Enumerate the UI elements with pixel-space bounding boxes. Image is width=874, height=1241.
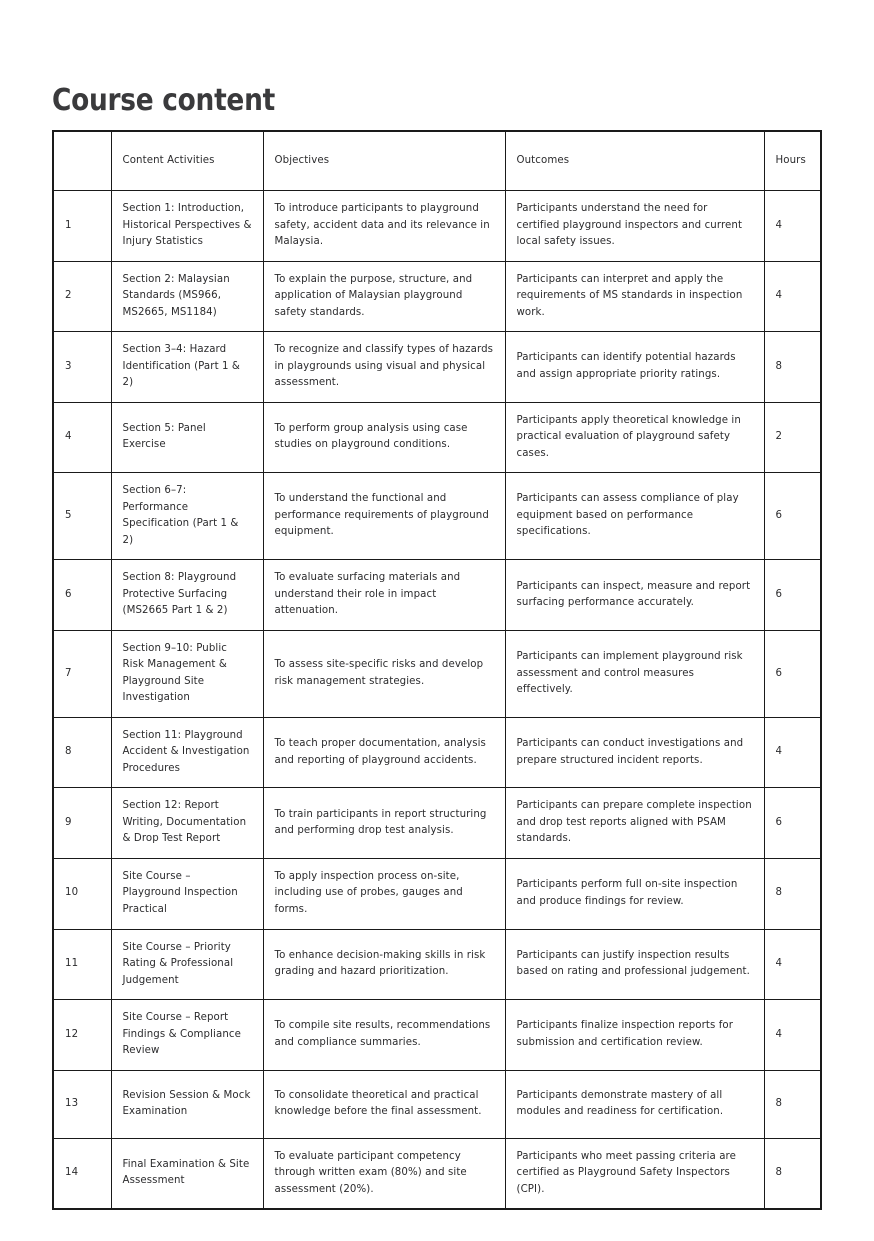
row-number: 5: [53, 473, 111, 560]
table-header: [53, 131, 821, 191]
table-row: [53, 332, 821, 403]
table-row: [53, 929, 821, 1000]
row-outcome: Participants finalize inspection reports for submission and certification review.: [505, 1000, 764, 1071]
row-outcome: Participants can implement playground risk assessment and control measures effectively.: [505, 630, 764, 717]
row-content-activity: Site Course – Priority Rating & Professional Judgement: [111, 929, 263, 1000]
row-objective: To apply inspection process on-site, including use of probes, gauges and forms.: [263, 858, 505, 929]
row-number: 4: [53, 402, 111, 473]
column-header-hours: Hours: [764, 131, 821, 191]
row-hours: 8: [764, 1070, 821, 1138]
row-number: 13: [53, 1070, 111, 1138]
column-header-objectives: Objectives: [263, 131, 505, 191]
row-outcome: Participants can identify potential hazards and assign appropriate priority ratings.: [505, 332, 764, 403]
row-hours: 4: [764, 929, 821, 1000]
table-row: [53, 261, 821, 332]
row-hours: 8: [764, 858, 821, 929]
row-outcome: Participants can justify inspection results based on rating and professional judgement.: [505, 929, 764, 1000]
row-objective: To understand the functional and performance requirements of playground equipment.: [263, 473, 505, 560]
row-number: 8: [53, 717, 111, 788]
table-row: [53, 630, 821, 717]
table-row: [53, 1070, 821, 1138]
row-content-activity: Section 1: Introduction, Historical Perspectives & Injury Statistics: [111, 191, 263, 262]
row-outcome: Participants understand the need for certified playground inspectors and current local safety issues.: [505, 191, 764, 262]
table-body: [53, 191, 821, 1210]
column-header-outcomes: Outcomes: [505, 131, 764, 191]
row-hours: 6: [764, 560, 821, 631]
column-header-activities: Content Activities: [111, 131, 263, 191]
table-row: [53, 858, 821, 929]
row-hours: 4: [764, 261, 821, 332]
row-content-activity: Final Examination & Site Assessment: [111, 1138, 263, 1209]
row-objective: To compile site results, recommendations and compliance summaries.: [263, 1000, 505, 1071]
column-header-no: [53, 131, 111, 191]
row-content-activity: Section 5: Panel Exercise: [111, 402, 263, 473]
row-outcome: Participants can assess compliance of play equipment based on performance specifications.: [505, 473, 764, 560]
course-content-table-container: [52, 130, 820, 1210]
row-number: 10: [53, 858, 111, 929]
row-content-activity: Section 6–7: Performance Specification (Part 1 & 2): [111, 473, 263, 560]
row-hours: 6: [764, 630, 821, 717]
row-number: 7: [53, 630, 111, 717]
row-objective: To assess site-specific risks and develop risk management strategies.: [263, 630, 505, 717]
row-number: 2: [53, 261, 111, 332]
row-content-activity: Section 2: Malaysian Standards (MS966, MS2665, MS1184): [111, 261, 263, 332]
table-row: [53, 402, 821, 473]
table-row: [53, 1138, 821, 1209]
row-number: 3: [53, 332, 111, 403]
course-content-table: [52, 130, 822, 1210]
table-row: [53, 1000, 821, 1071]
row-objective: To train participants in report structuring and performing drop test analysis.: [263, 788, 505, 859]
row-content-activity: Section 3–4: Hazard Identification (Part 1 & 2): [111, 332, 263, 403]
row-number: 9: [53, 788, 111, 859]
row-hours: 4: [764, 717, 821, 788]
row-objective: To evaluate surfacing materials and understand their role in impact attenuation.: [263, 560, 505, 631]
row-outcome: Participants apply theoretical knowledge in practical evaluation of playground safety cases.: [505, 402, 764, 473]
row-objective: To explain the purpose, structure, and application of Malaysian playground safety standards.: [263, 261, 505, 332]
row-outcome: Participants can inspect, measure and report surfacing performance accurately.: [505, 560, 764, 631]
row-objective: To evaluate participant competency through written exam (80%) and site assessment (20%).: [263, 1138, 505, 1209]
row-outcome: Participants perform full on-site inspection and produce findings for review.: [505, 858, 764, 929]
table-row: [53, 473, 821, 560]
table-row: [53, 191, 821, 262]
table-row: [53, 788, 821, 859]
row-hours: 8: [764, 1138, 821, 1209]
row-hours: 4: [764, 1000, 821, 1071]
row-objective: To teach proper documentation, analysis and reporting of playground accidents.: [263, 717, 505, 788]
table-row: [53, 717, 821, 788]
row-number: 1: [53, 191, 111, 262]
row-outcome: Participants can conduct investigations and prepare structured incident reports.: [505, 717, 764, 788]
row-objective: To consolidate theoretical and practical knowledge before the final assessment.: [263, 1070, 505, 1138]
row-outcome: Participants demonstrate mastery of all modules and readiness for certification.: [505, 1070, 764, 1138]
row-hours: 6: [764, 473, 821, 560]
table-header-row: [53, 131, 821, 191]
row-outcome: Participants can prepare complete inspection and drop test reports aligned with PSAM standards.: [505, 788, 764, 859]
row-hours: 2: [764, 402, 821, 473]
page-title: Course content: [52, 83, 275, 119]
row-hours: 4: [764, 191, 821, 262]
row-content-activity: Section 12: Report Writing, Documentation & Drop Test Report: [111, 788, 263, 859]
row-objective: To introduce participants to playground safety, accident data and its relevance in Malaysia.: [263, 191, 505, 262]
row-objective: To perform group analysis using case studies on playground conditions.: [263, 402, 505, 473]
row-hours: 8: [764, 332, 821, 403]
row-content-activity: Site Course – Report Findings & Compliance Review: [111, 1000, 263, 1071]
row-content-activity: Revision Session & Mock Examination: [111, 1070, 263, 1138]
row-outcome: Participants who meet passing criteria are certified as Playground Safety Inspectors (CPI).: [505, 1138, 764, 1209]
row-objective: To recognize and classify types of hazards in playgrounds using visual and physical assessment.: [263, 332, 505, 403]
row-hours: 6: [764, 788, 821, 859]
table-row: [53, 560, 821, 631]
row-content-activity: Section 8: Playground Protective Surfacing (MS2665 Part 1 & 2): [111, 560, 263, 631]
row-number: 11: [53, 929, 111, 1000]
row-outcome: Participants can interpret and apply the requirements of MS standards in inspection work.: [505, 261, 764, 332]
row-content-activity: Section 11: Playground Accident & Investigation Procedures: [111, 717, 263, 788]
row-number: 6: [53, 560, 111, 631]
row-content-activity: Site Course – Playground Inspection Practical: [111, 858, 263, 929]
row-content-activity: Section 9–10: Public Risk Management & Playground Site Investigation: [111, 630, 263, 717]
row-number: 12: [53, 1000, 111, 1071]
row-number: 14: [53, 1138, 111, 1209]
row-objective: To enhance decision-making skills in risk grading and hazard prioritization.: [263, 929, 505, 1000]
